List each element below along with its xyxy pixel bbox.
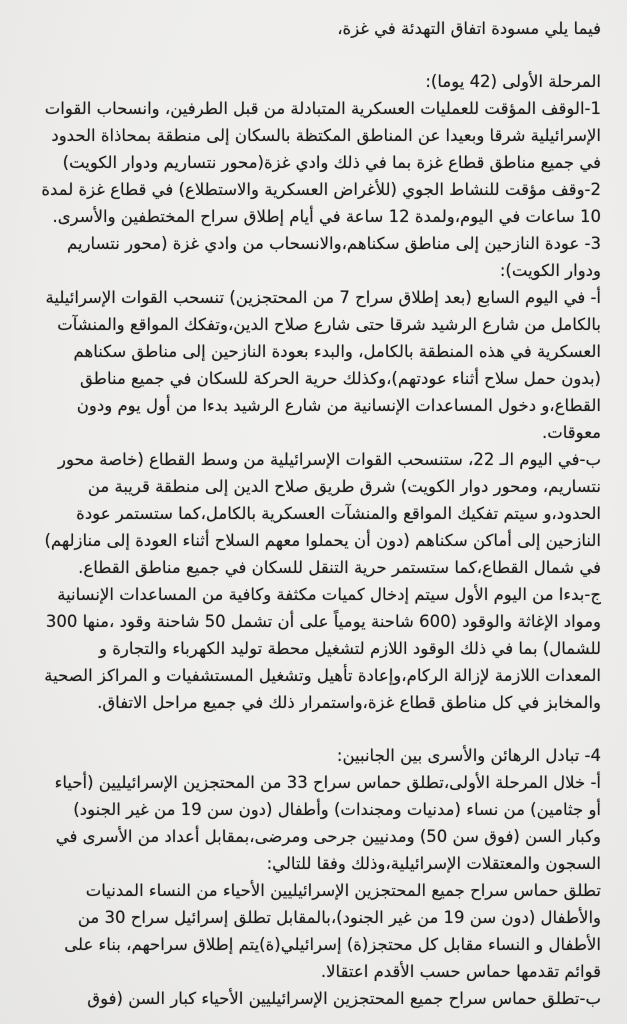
document-paragraph: 1-الوقف المؤقت للعمليات العسكرية المتبادلة من قبل الطرفين، وانسحاب القوات الإسرائيلية شرقا وبعيدا عن المناطق المكتظة بالسكان إلى منطقة بمحاذاة الحدود في جميع مناطق قطاع غزة بما في ذلك وادي غزة(محور نتساريم ودوار الكويت) xyxy=(44,99,601,172)
document-text-block xyxy=(40,15,601,1012)
document-intro-line: فيما يلي مسودة اتفاق التهدئة في غزة، xyxy=(337,19,601,38)
document-paragraph: 2-وقف مؤقت للنشاط الجوي (للأغراض العسكرية والاستطلاع) في قطاع غزة لمدة 10 ساعات في اليوم،ولمدة 12 ساعة في أيام إطلاق سراح المختطفين والأسرى. xyxy=(41,180,601,226)
document-paragraph: ب-تطلق حماس سراح جميع المحتجزين الإسرائيليين الأحياء كبار السن (فوق xyxy=(87,989,601,1008)
document-paragraph: 3- عودة النازحين إلى مناطق سكناهم،والانسحاب من وادي غزة (محور نتساريم ودوار الكويت): xyxy=(67,234,601,280)
document-paragraph: أ- في اليوم السابع (بعد إطلاق سراح 7 من المحتجزين) تنسحب القوات الإسرائيلية بالكامل من شارع الرشيد شرقا حتى شارع صلاح الدين،وتفكك المواقع والمنشآت العسكرية في هذه المنطقة بالكامل، والبدء بعودة النازحين إلى مناطق سكناهم (بدون حمل سلاح أثناء عودتهم)،وكذلك حرية الحركة للسكان في جميع مناطق القطاع،و دخول المساعدات الإنسانية من شارع الرشيد بدءا من أول يوم ودون معوقات. xyxy=(45,288,601,442)
document-paragraph: تطلق حماس سراح جميع المحتجزين الإسرائيليين الأحياء من النساء المدنيات والأطفال (دون سن 19 من غير الجنود)،بالمقابل تطلق إسرائيل سراح 30 من الأطفال و النساء مقابل كل محتجز(ة) إسرائيلي(ة)يتم إطلاق سراحهم، بناء على قوائم تقدمها حماس حسب الأقدم اعتقالا. xyxy=(64,881,601,981)
document-paragraph: ج-بدءا من اليوم الأول سيتم إدخال كميات مكثفة وكافية من المساعدات الإنسانية ومواد الإغاثة والوقود (600 شاحنة يومياً على أن تشمل 50 شاحنة وقود ،منها 300 للشمال) بما في ذلك الوقود اللازم لتشغيل محطة توليد الكهرباء والتجارة و المعدات اللازمة لإزالة الركام،وإعادة تأهيل وتشغيل المستشفيات و المراكز الصحية والمخابز في كل مناطق قطاع غزة،واستمرار ذلك في جميع مراحل الاتفاق. xyxy=(44,585,601,712)
document-paragraph: ب-في اليوم الـ 22، ستنسحب القوات الإسرائيلية من وسط القطاع (خاصة محور نتساريم، ومحور دوار الكويت) شرق طريق صلاح الدين إلى منطقة قريبة من الحدود،و سيتم تفكيك المواقع والمنشآت العسكرية بالكامل،كما ستستمر عودة النازحين إلى أماكن سكناهم (دون أن يحملوا معهم السلاح أثناء العودة إلى منازلهم) في شمال القطاع،كما ستستمر حرية التنقل للسكان في جميع مناطق القطاع. xyxy=(44,450,601,577)
document-paragraph: 4- تبادل الرهائن والأسرى بين الجانبين: xyxy=(336,746,601,765)
document-paragraph: أ- خلال المرحلة الأولى،تطلق حماس سراح 33 من المحتجزين الإسرائيليين (أحياء أو جثامين) من نساء (مدنيات ومجندات) وأطفال (دون سن 19 من غير الجنود) وكبار السن (فوق سن 50) ومدنيين جرحى ومرضى،بمقابل أعداد من الأسرى في السجون والمعتقلات الإسرائيلية،وذلك وفقا للتالي: xyxy=(54,773,601,873)
document-body xyxy=(40,68,601,1012)
document-paragraph: المرحلة الأولى (42 يوما): xyxy=(425,72,601,91)
